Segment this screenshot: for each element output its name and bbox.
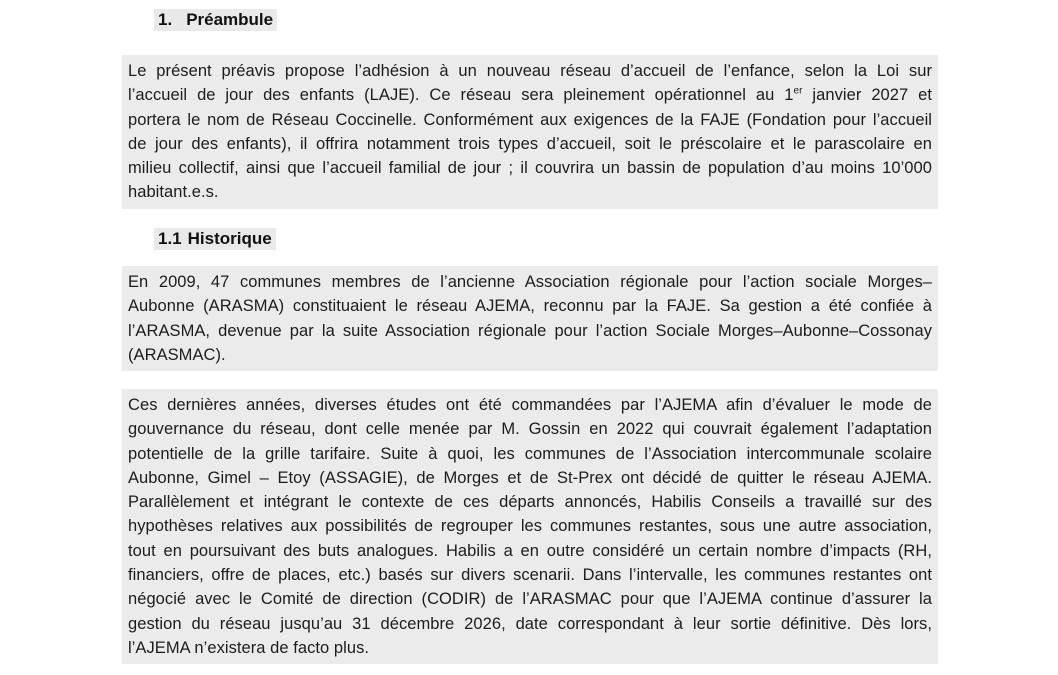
text-line: Ces dernières années, diverses études ont été commandées par l’AJEMA afin d’évaluer le mode de [128, 396, 932, 414]
text-line [128, 83, 932, 107]
section-heading-historique [154, 228, 276, 250]
section-title: Préambule [186, 10, 274, 29]
text-line: de jour des enfants), il offrira notamment trois types d’accueil, soit le préscolaire et le parascolaire en [128, 134, 932, 153]
text-line: Parallèlement et intégrant le contexte de ces départs annoncés, Habilis Conseils a travaillé sur des [128, 493, 932, 512]
section-number: 1.1 [158, 229, 182, 248]
text-line: milieu collectif, ainsi que l’accueil familial de jour ; il couvrira un bassin de population d’au moins 10’000 [128, 159, 932, 178]
text-line: hypothèses relatives aux possibilités de regrouper les communes restantes, sous une autre association, [128, 517, 932, 536]
text-line: (ARASMAC). [128, 345, 226, 364]
text-line: tout en poursuivant des buts analogues. Habilis a en outre considéré un certain nombre d’impacts (RH, [128, 541, 932, 560]
section-number: 1. [158, 10, 173, 29]
text-line: Aubonne, Gimel – Etoy (ASSAGIE), de Morges et de St-Prex ont décidé de quitter le réseau AJEMA. [128, 468, 932, 487]
historique-paragraph-1 [122, 266, 938, 371]
text-fragment: janvier 2027 et [802, 86, 933, 105]
text-line: gestion du réseau jusqu’au 31 décembre 2026, date correspondant à leur sortie définitive. Dès lors, [128, 614, 932, 633]
text-line: gouvernance du réseau, dont celle menée par M. Gossin en 2022 qui couvrait également l’adaptation [128, 420, 932, 439]
section-title: Historique [187, 229, 272, 248]
text-line: négocié avec le Comité de direction (CODIR) de l’ARASMAC pour que l’AJEMA continue d’assurer la [128, 590, 932, 609]
text-line: En 2009, 47 communes membres de l’ancienne Association régionale pour l’action sociale Morges– [128, 273, 932, 291]
text-line: potentielle de la grille tarifaire. Suite à quoi, les communes de l’Association intercommunale scolaire [128, 444, 932, 463]
text-line: l’ARASMA, devenue par la suite Association régionale pour l’action Sociale Morges–Aubonne–Cossonay [128, 321, 932, 340]
text-line: financiers, offre de places, etc.) basés sur divers scenarii. Dans l’intervalle, les communes restantes ont [128, 566, 932, 585]
text-line: Aubonne (ARASMA) constituaient le réseau AJEMA, reconnu par la FAJE. Sa gestion a été confiée à [128, 297, 932, 316]
historique-paragraph-2 [122, 389, 938, 664]
preambule-paragraph [122, 55, 938, 209]
text-line: Le présent préavis propose l’adhésion à un nouveau réseau d’accueil de l’enfance, selon la Loi sur [128, 62, 932, 80]
superscript: er [793, 85, 803, 97]
text-fragment: l’accueil de jour des enfants (LAJE). Ce réseau sera pleinement opérationnel au 1 [128, 86, 794, 105]
text-line: habitant.e.s. [128, 183, 219, 202]
text-line: l’AJEMA n’existera de facto plus. [128, 638, 370, 657]
text-line: portera le nom de Réseau Coccinelle. Conformément aux exigences de la FAJE (Fondation pour l’accueil [128, 110, 932, 129]
section-heading-preambule [154, 9, 277, 31]
